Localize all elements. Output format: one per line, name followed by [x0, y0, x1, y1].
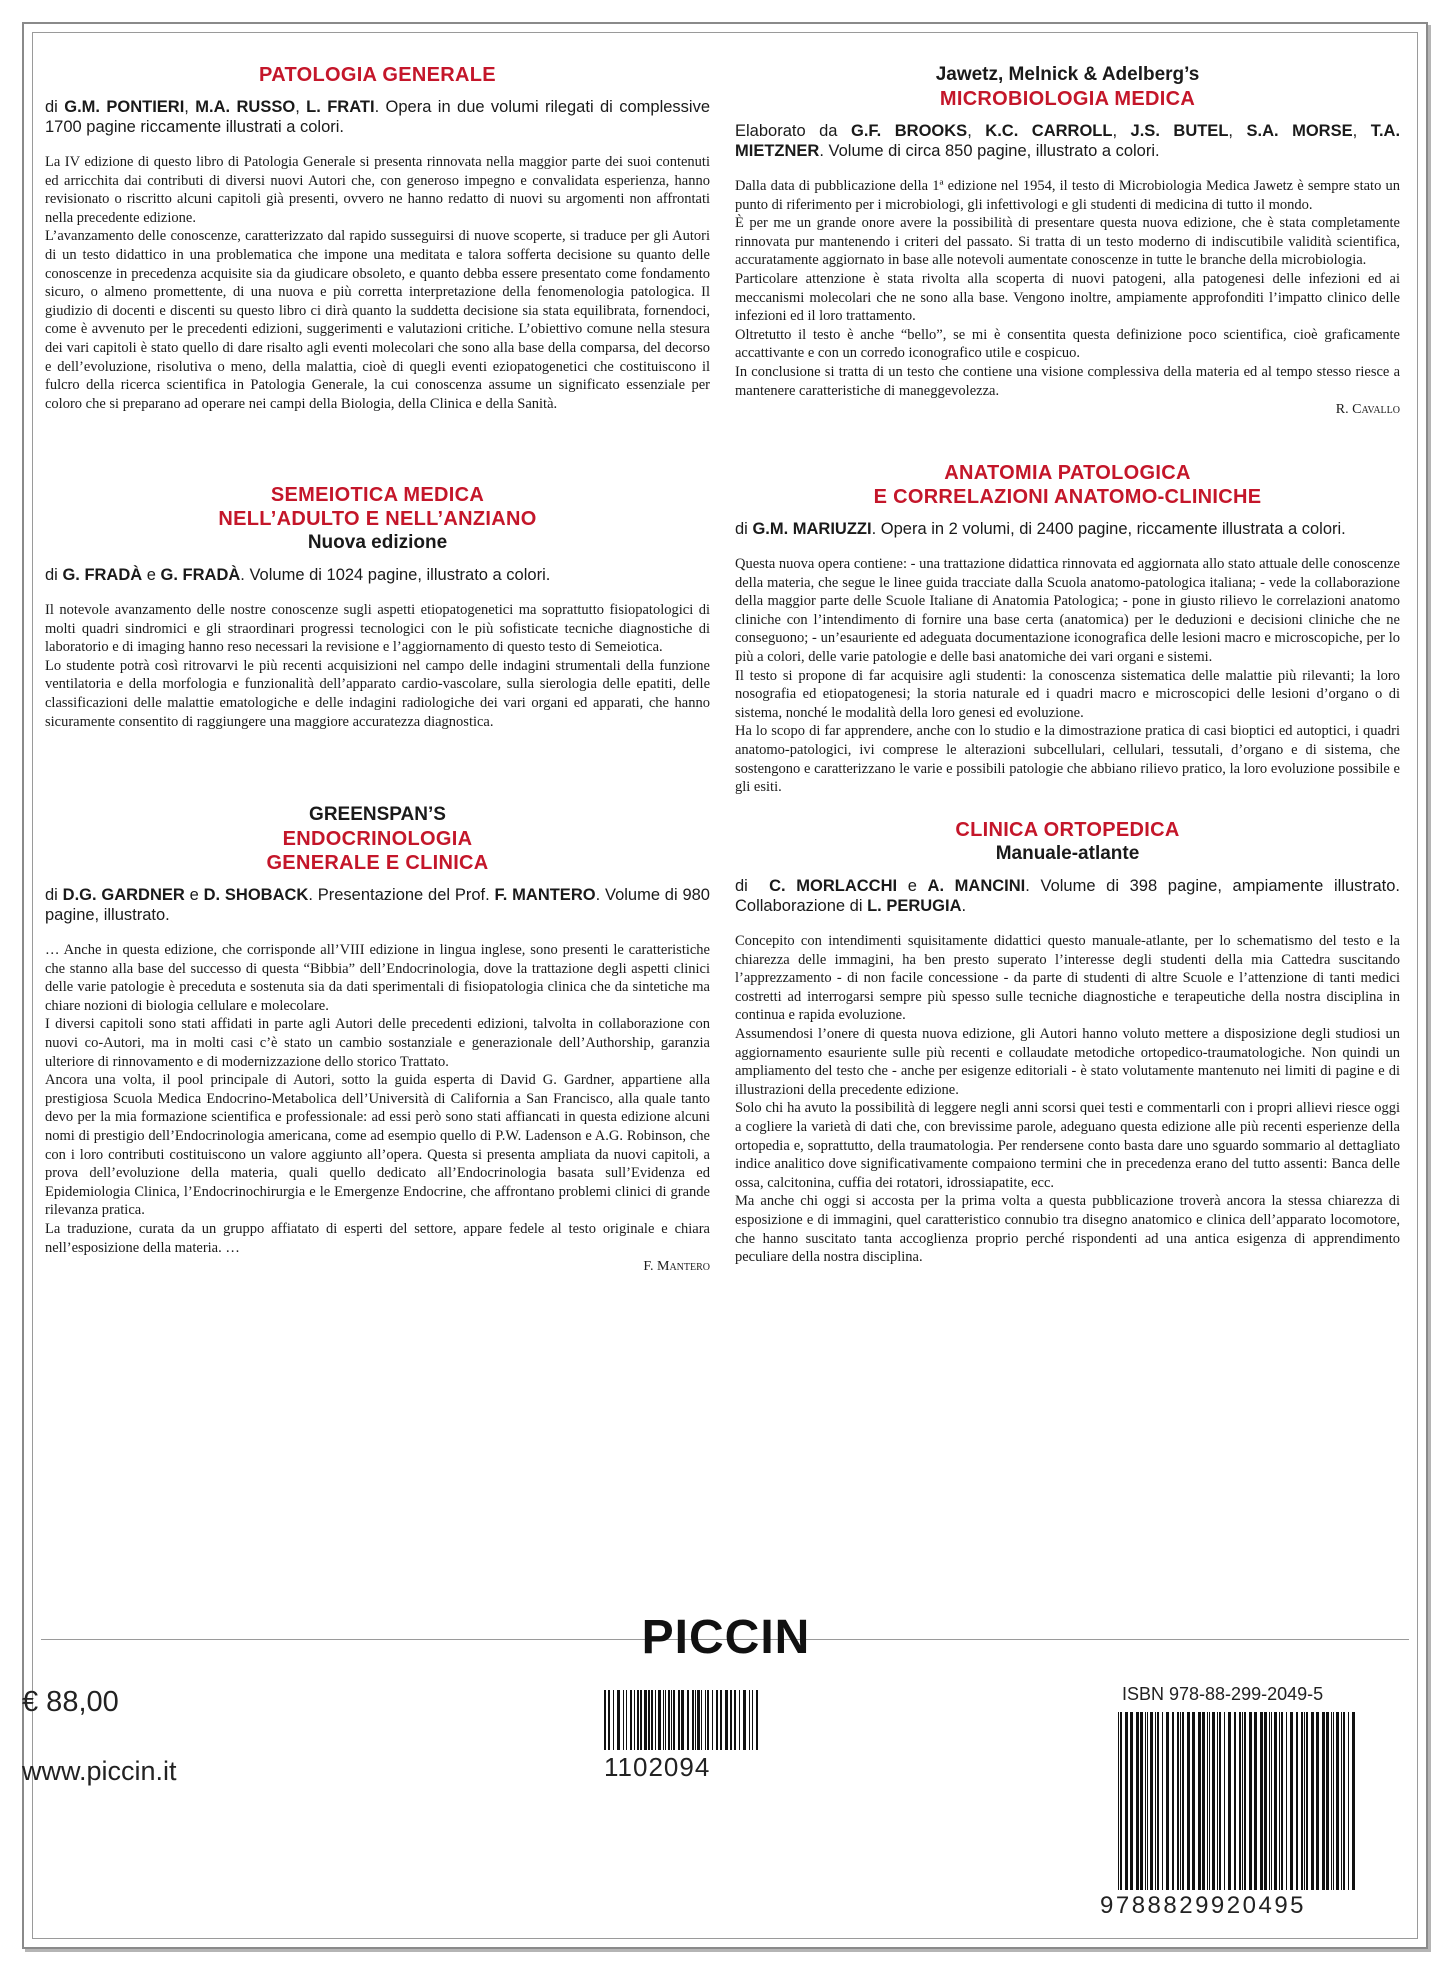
paragraph: Particolare attenzione è stata rivolta alla scoperta di nuovi patogeni, alla patogenesi delle infezioni ed ai meccanismi molecolari che ne sono alla base. Vengono inoltre, ampiamente approfonditi l’impatto clinico delle infezioni ed il loro trattamento. — [735, 270, 1400, 325]
barcode-bar — [1224, 1712, 1225, 1890]
barcode-bar — [1187, 1712, 1190, 1890]
title-prefix: GREENSPAN’S — [309, 804, 446, 825]
book-section — [45, 483, 710, 731]
barcode-bar — [1348, 1712, 1349, 1890]
barcode-bar — [651, 1690, 653, 1750]
barcode-bar — [608, 1690, 610, 1750]
section-body — [45, 601, 710, 731]
barcode-bar — [1264, 1712, 1267, 1890]
barcode-bar — [1269, 1712, 1270, 1890]
barcode-bar — [617, 1690, 620, 1750]
book-section — [45, 803, 710, 1275]
barcode-bar — [634, 1690, 635, 1750]
barcode-bar — [756, 1690, 758, 1750]
barcode-bar — [1207, 1712, 1208, 1890]
barcode-bar — [1140, 1712, 1143, 1890]
section-title: NELL’ADULTO E NELL’ANZIANO — [218, 508, 537, 530]
paragraph: L’avanzamento delle conoscenze, caratterizzato dal rapido susseguirsi di nuove scoperte, si traduce per gli Autori di un testo didattico in una problematica che impone una meditata e talora sofferta decisione su quanto delle conoscenze in precedenza acquisite sia da giudicare obsoleto, e quanto debba essere presentato come fondamento sicuro, o almeno promettente, di una nuova e più corretta interpretazione della fenomenologia patologica. Il giudizio di docenti e discenti su questo libro ci dirà quanto la suddetta decisione sia stata equilibrata, fornendoci, come è avvenuto per le precedenti edizioni, suggerimenti e valutazioni critiche. L’obiettivo comune nella stesura dei vari capitoli è stato quello di dare risalto agli eventi molecolari che sono alla base della comparsa, del decorso e dell’evoluzione, risolutiva o meno, della malattia, cioè di quegli eventi eziopatogenetici che costituiscono il fulcro della ricerca scientifica in Patologia Generale, la cui conoscenza assume un significato essenziale per coloro che si preparano ad operare nei campi della Biologia, della Clinica e della Sanità. — [45, 228, 710, 412]
barcode-bar — [1341, 1712, 1342, 1890]
barcode-bar — [749, 1690, 750, 1750]
ean-digits: 9788829920495 — [1100, 1892, 1307, 1919]
barcode-bar — [1118, 1712, 1119, 1890]
book-section — [45, 63, 710, 413]
barcode-bar — [1333, 1712, 1334, 1890]
barcode-bar — [701, 1690, 702, 1750]
paragraph: La IV edizione di questo libro di Patologia Generale si presenta rinnovata nella maggior parte dei suoi contenuti ed arricchita dai contributi di diversi nuovi Autori che, con generoso impegno e convalidata esperienza, hanno revisionato o riscritto alcuni capitoli già presenti, ovvero ne hanno redatto di nuovi su argomenti non affrontati nella precedente edizione. — [45, 154, 710, 226]
barcode-bar — [743, 1690, 746, 1750]
paragraph: Ma anche chi oggi si accosta per la prima volta a questa pubblicazione troverà ancora la stessa chiarezza di esposizione e di immagini, quel caratteristico connubio tra disegno anatomico e clinica dell’apparato locomotore, che hanno suscitato tanta accoglienza proprio perché rispondenti ad una antica esigenza di apprendimento peculiare della nostra disciplina. — [735, 1193, 1400, 1266]
barcode-bar — [1192, 1712, 1195, 1890]
barcode-bar — [720, 1690, 722, 1750]
book-section — [735, 818, 1400, 1267]
barcode-bar — [681, 1690, 684, 1750]
barcode-bar — [1217, 1712, 1218, 1890]
section-body — [45, 941, 710, 1257]
barcode-bar — [604, 1690, 606, 1750]
isbn-label: ISBN 978-88-299-2049-5 — [1122, 1684, 1324, 1704]
book-section — [735, 461, 1400, 797]
barcode-bar — [1219, 1712, 1221, 1890]
book-section — [735, 63, 1400, 418]
section-title: E CORRELAZIONI ANATOMO-CLINICHE — [873, 486, 1262, 508]
barcode-bar — [1331, 1712, 1332, 1890]
paragraph: Assumendosi l’onere di questa nuova edizione, gli Autori hanno voluto mettere a disposizione degli studiosi un aggiornamento esauriente sulle più recenti e collaudate metodiche ortopedico-traumatologiche. Non quindi un ampliamento del testo che - anche per esigenze editoriali - è stato volutamente mantenuto nei limiti di pagine e di illustrazioni della precedente edizione. — [735, 1025, 1400, 1098]
barcode-bar — [1120, 1712, 1122, 1890]
barcode-bar — [1209, 1712, 1210, 1890]
barcode-bar — [1228, 1712, 1231, 1890]
author-byline: di D.G. GARDNER e D. SHOBACK. Presentazione del Prof. F. MANTERO. Volume di 980 pagine, illustrato. — [45, 886, 710, 924]
barcode-bar — [668, 1690, 670, 1750]
barcode-bar — [1239, 1712, 1241, 1890]
barcode-bar — [1322, 1712, 1325, 1890]
paragraph: Il testo si propone di far acquisire agli studenti: la conoscenza sistematica delle malattie più rilevanti; la loro nosografia ed etiopatogenesi; la storia naturale ed i quadri macro e microscopici delle lesioni d’organo o di sistema, nonché le modalità della loro genesi ed evoluzione. — [735, 667, 1400, 721]
barcode-bar — [1254, 1712, 1257, 1890]
barcode-bar — [1234, 1712, 1236, 1890]
barcode-bar — [1343, 1712, 1345, 1890]
signature: F. Mantero — [643, 1259, 710, 1275]
barcode-bar — [665, 1690, 666, 1750]
barcode-bar — [1147, 1712, 1148, 1890]
barcode-bar — [730, 1690, 732, 1750]
barcode-bar — [663, 1690, 664, 1750]
paragraph: Lo studente potrà così ritrovarvi le più recenti acquisizioni nel campo delle indagini strumentali della funzione ventilatoria e della morfologia e funzionalità dell’apparato cardio-vascolare, sulla sierologia delle epatiti, delle classificazioni delle malattie ematologiche e delle indagini radiologiche dei vari organi ed apparati, che hanno sicuramente consentito di raggiungere una maggiore accuratezza diagnostica. — [45, 657, 710, 730]
barcode-bar — [658, 1690, 661, 1750]
author-byline: Elaborato da G.F. BROOKS, K.C. CARROLL, J.S. BUTEL, S.A. MORSE, T.A. MIETZNER. Volume di circa 850 pagine, illustrato a colori. — [735, 122, 1401, 160]
publisher-logo: PICCIN — [641, 1611, 811, 1664]
paragraph: La traduzione, curata da un gruppo affiatato di esperti del settore, appare fedele al testo originale e chiara nell’esposizione della materia. … — [45, 1220, 710, 1256]
barcode-bar — [1130, 1712, 1133, 1890]
barcode-bar — [716, 1690, 718, 1750]
barcode-bar — [1271, 1712, 1272, 1890]
paragraph: Oltretutto il testo è anche “bello”, se mi è consentita questa definizione poco scientifica, cioè graficamente accattivante e con un corredo iconografico utile e cospicuo. — [735, 326, 1400, 362]
barcode-bar — [1180, 1712, 1181, 1890]
paragraph: Concepito con intendimenti squisitamente didattici questo manuale-atlante, per lo schematismo del testo e la chiarezza delle immagini, ha ben presto superato l’interesse degli studenti della mia Cattedra suscitando l’apprezzamento - di non facile concessione - da parte di studenti di altre Scuole e l’attenzione di tanti medici costretti ad interrogarsi sempre più spesso sulle tecniche diagnostiche e terapeutiche della nostra disciplina in continua e rapida evoluzione. — [735, 933, 1400, 1024]
barcode-bar — [1244, 1712, 1246, 1890]
author-byline: di G. FRADÀ e G. FRADÀ. Volume di 1024 pagine, illustrato a colori. — [45, 566, 551, 584]
internal-barcode — [604, 1690, 759, 1750]
barcode-bar — [630, 1690, 632, 1750]
barcode-bar — [1136, 1712, 1139, 1890]
section-title: SEMEIOTICA MEDICA — [270, 484, 485, 506]
paragraph: Solo chi ha avuto la possibilità di leggere negli anni scorsi quei testi e commentarli con i propri allievi riesce oggi a cogliere la varietà di dati che, con brevissime parole, adeguano questa edizione alle più recenti esperienze della ortopedia e, soprattutto, della traumatologia. Per rendersene conto basta dare uno sguardo sommario al dettagliato indice analitico dove significativamente compaiono termini che in precedenza erano del tutto assenti: Banca delle ossa, calcitonina, cuffia dei rotatori, idrossiapatite, ecc. — [735, 1100, 1400, 1191]
section-title: ANATOMIA PATOLOGICA — [944, 462, 1191, 484]
ean-barcode — [1118, 1712, 1358, 1902]
barcode-bar — [739, 1690, 740, 1750]
paragraph: … Anche in questa edizione, che corrisponde all’VIII edizione in lingua inglese, sono presenti le caratteristiche che stanno alla base del successo di questa “Bibbia” dell’Endocrinologia, dove la trattazione degli aspetti clinici delle varie patologie è preceduta e sostenuta sia da dati sperimentali di fisiopatologia clinica che da sintetiche ma chiare nozioni di biologia cellulare e molecolare. — [45, 942, 710, 1014]
barcode-bar — [644, 1690, 647, 1750]
barcode-bar — [626, 1690, 627, 1750]
website-label: www.piccin.it — [22, 1756, 177, 1786]
barcode-bar — [613, 1690, 614, 1750]
barcode-bar — [725, 1690, 728, 1750]
barcode-bar — [655, 1690, 656, 1750]
paragraph: Il notevole avanzamento delle nostre conoscenze sugli aspetti etiopatogenetici ma soprattutto fisiopatologici di molti quadri sindromici e gli straordinari progressi tecnologici con le più sofisticate tecniche diagnostiche di laboratorio e di imaging hanno reso necessari la revisione e l’aggiornamento di questo testo di Semeiotica. — [45, 602, 710, 656]
internal-code: 1102094 — [604, 1752, 711, 1782]
section-title: CLINICA ORTOPEDICA — [955, 819, 1180, 841]
paragraph: Questa nuova opera contiene: - una trattazione didattica rinnovata ed aggiornata allo stato attuale delle conoscenze della materia, che segue le linee guida tracciate dalla Scuola anatomo-patologica italiana; - vede la collaborazione della maggior parte delle Scuole Italiane di Anatomia Patologica; - pone in giusto rilievo le correlazioni anatomo cliniche con l’intendimento di fornire una base certa (anatomica) per le deduzioni e decisioni cliniche che ne conseguono; - un’esauriente ed adeguata documentazione iconografica delle lesioni macro e microscopiche, per lo più a colori, delle varie patologie e delle basi anatomiche dei vari organi e sistemi. — [735, 556, 1400, 665]
barcode-bar — [1166, 1712, 1169, 1890]
section-title: PATOLOGIA GENERALE — [259, 64, 496, 86]
barcode-bar — [1182, 1712, 1184, 1890]
barcode-bar — [637, 1690, 639, 1750]
paragraph: È per me un grande onore avere la possibilità di presentare questa nuova edizione, che è stata completamente rinnovata pur mantenendo i criteri del passato. Si tratta di un testo moderno di indiscutibile validità scientifica, accuratamente aggiornato in base alle notevoli aumentate conoscenze in tutte le branche della microbiologia. — [735, 215, 1400, 269]
section-title: MICROBIOLOGIA MEDICA — [939, 88, 1196, 110]
paragraph: Ha lo scopo di far apprendere, anche con lo studio e la dimostrazione pratica di casi bioptici ed autoptici, i quadri anatomo-patologici, ivi comprese le alterazioni subcellulari, cellulari, tessutali, d’organo e di sistema, che sostengono e caratterizzano le varie e possibili patologie che abbiano rilievo pratico, la loro evoluzione possibile e gli esiti. — [735, 723, 1400, 796]
barcode-bar — [1306, 1712, 1308, 1890]
barcode-bar — [692, 1690, 694, 1750]
barcode-bar — [1162, 1712, 1163, 1890]
barcode-bar — [1145, 1712, 1146, 1890]
barcode-bar — [1202, 1712, 1205, 1890]
barcode-bar — [1336, 1712, 1339, 1890]
barcode-bar — [1304, 1712, 1305, 1890]
section-title: GENERALE E CLINICA — [266, 852, 489, 874]
barcode-bar — [1150, 1712, 1153, 1890]
section-body — [735, 177, 1400, 400]
section-subtitle: Nuova edizione — [307, 532, 448, 553]
paragraph: In conclusione si tratta di un testo che contiene una visione complessiva della materia ed al tempo stesso riesce a mantenere caratteristiche di maneggevolezza. — [735, 363, 1400, 399]
barcode-bar — [687, 1690, 689, 1750]
barcode-bar — [712, 1690, 713, 1750]
author-byline: di C. MORLACCHI e A. MANCINI. Volume di 398 pagine, ampiamente illustrato. Collaborazione di L. PERUGIA. — [735, 877, 1401, 915]
barcode-bar — [1249, 1712, 1252, 1890]
title-prefix: Jawetz, Melnick & Adelberg’s — [935, 64, 1200, 85]
barcode-bar — [1157, 1712, 1159, 1890]
barcode-bar — [1198, 1712, 1201, 1890]
barcode-bar — [671, 1690, 672, 1750]
barcode-bar — [697, 1690, 700, 1750]
barcode-bar — [707, 1690, 709, 1750]
barcode-bar — [1290, 1712, 1293, 1890]
barcode-bar — [1286, 1712, 1287, 1890]
barcode-bar — [1296, 1712, 1298, 1890]
barcode-bar — [1242, 1712, 1243, 1890]
barcode-bar — [673, 1690, 675, 1750]
barcode-bar — [678, 1690, 680, 1750]
barcode-bar — [734, 1690, 736, 1750]
barcode-bar — [1279, 1712, 1280, 1890]
barcode-bar — [1352, 1712, 1355, 1890]
barcode-bar — [648, 1690, 650, 1750]
section-subtitle: Manuale-atlante — [995, 843, 1140, 864]
author-byline: di G.M. PONTIERI, M.A. RUSSO, L. FRATI. Opera in due volumi rilegati di complessive 1700 pagine riccamente illustrati a colori. — [45, 98, 711, 136]
signature: R. Cavallo — [1335, 402, 1400, 418]
section-body — [735, 555, 1400, 797]
barcode-bar — [1172, 1712, 1174, 1890]
barcode-bar — [1155, 1712, 1156, 1890]
author-byline: di G.M. MARIUZZI. Opera in 2 volumi, di 2400 pagine, riccamente illustrata a colori. — [735, 520, 1346, 538]
barcode-bar — [1301, 1712, 1303, 1890]
price-label: € 88,00 — [22, 1686, 119, 1718]
section-body — [735, 932, 1400, 1267]
barcode-bar — [1177, 1712, 1179, 1890]
barcode-bar — [1125, 1712, 1128, 1890]
barcode-bar — [695, 1690, 696, 1750]
paragraph: Dalla data di pubblicazione della 1ª edizione nel 1954, il testo di Microbiologia Medica Jawetz è sempre stato un punto di riferimento per i microbiologi, gli infettivologi e gli studenti di medicina di tutto il mondo. — [735, 178, 1400, 213]
paragraph: I diversi capitoli sono stati affidati in parte agli Autori delle precedenti edizioni, talvolta in collaborazione con nuovi co-Autori, ma in molti casi c’è stato un cambio sostanziale e generazionale dell’Authorship, garanzia ulteriore di rinnovamento e di modernizzazione dello storico Trattato. — [45, 1016, 710, 1070]
paragraph: Ancora una volta, il pool principale di Autori, sotto la guida esperta di David G. Gardner, appartiene alla prestigiosa Scuola Medica Endocrino-Metabolica dell’Università di California a San Francisco, alla quale tanto devo per la mia formazione scientifica e professionale: ad essi però sono stati affiancati in questa edizione alcuni nomi di prestigio dell’Endocrinologia americana, come ad esempio quello di P.W. Ladenson e A.G. Robinson, che con i loro contributi costituiscono un valore aggiunto all’opera. Questa si presenta ampliata da nuovi capitoli, a prova dell’evoluzione della materia, quali quello dedicato all’Endocrinologia basata sull’Evidenza ed Epidemiologia Clinica, l’Endocrinochirurgia e le Emergenze Endocrine, che affrontano problemi clinici di grande rilevanza pratica. — [45, 1072, 710, 1219]
section-body — [45, 153, 710, 413]
barcode-bar — [1281, 1712, 1283, 1890]
barcode-bar — [1260, 1712, 1263, 1890]
barcode-bar — [752, 1690, 753, 1750]
barcode-bar — [640, 1690, 642, 1750]
barcode-bar — [1212, 1712, 1215, 1890]
barcode-bar — [1274, 1712, 1277, 1890]
barcode-bar — [1316, 1712, 1319, 1890]
section-title: ENDOCRINOLOGIA — [282, 828, 473, 850]
barcode-bar — [705, 1690, 706, 1750]
barcode-bar — [623, 1690, 624, 1750]
barcode-bar — [1311, 1712, 1314, 1890]
barcode-bar — [1326, 1712, 1329, 1890]
